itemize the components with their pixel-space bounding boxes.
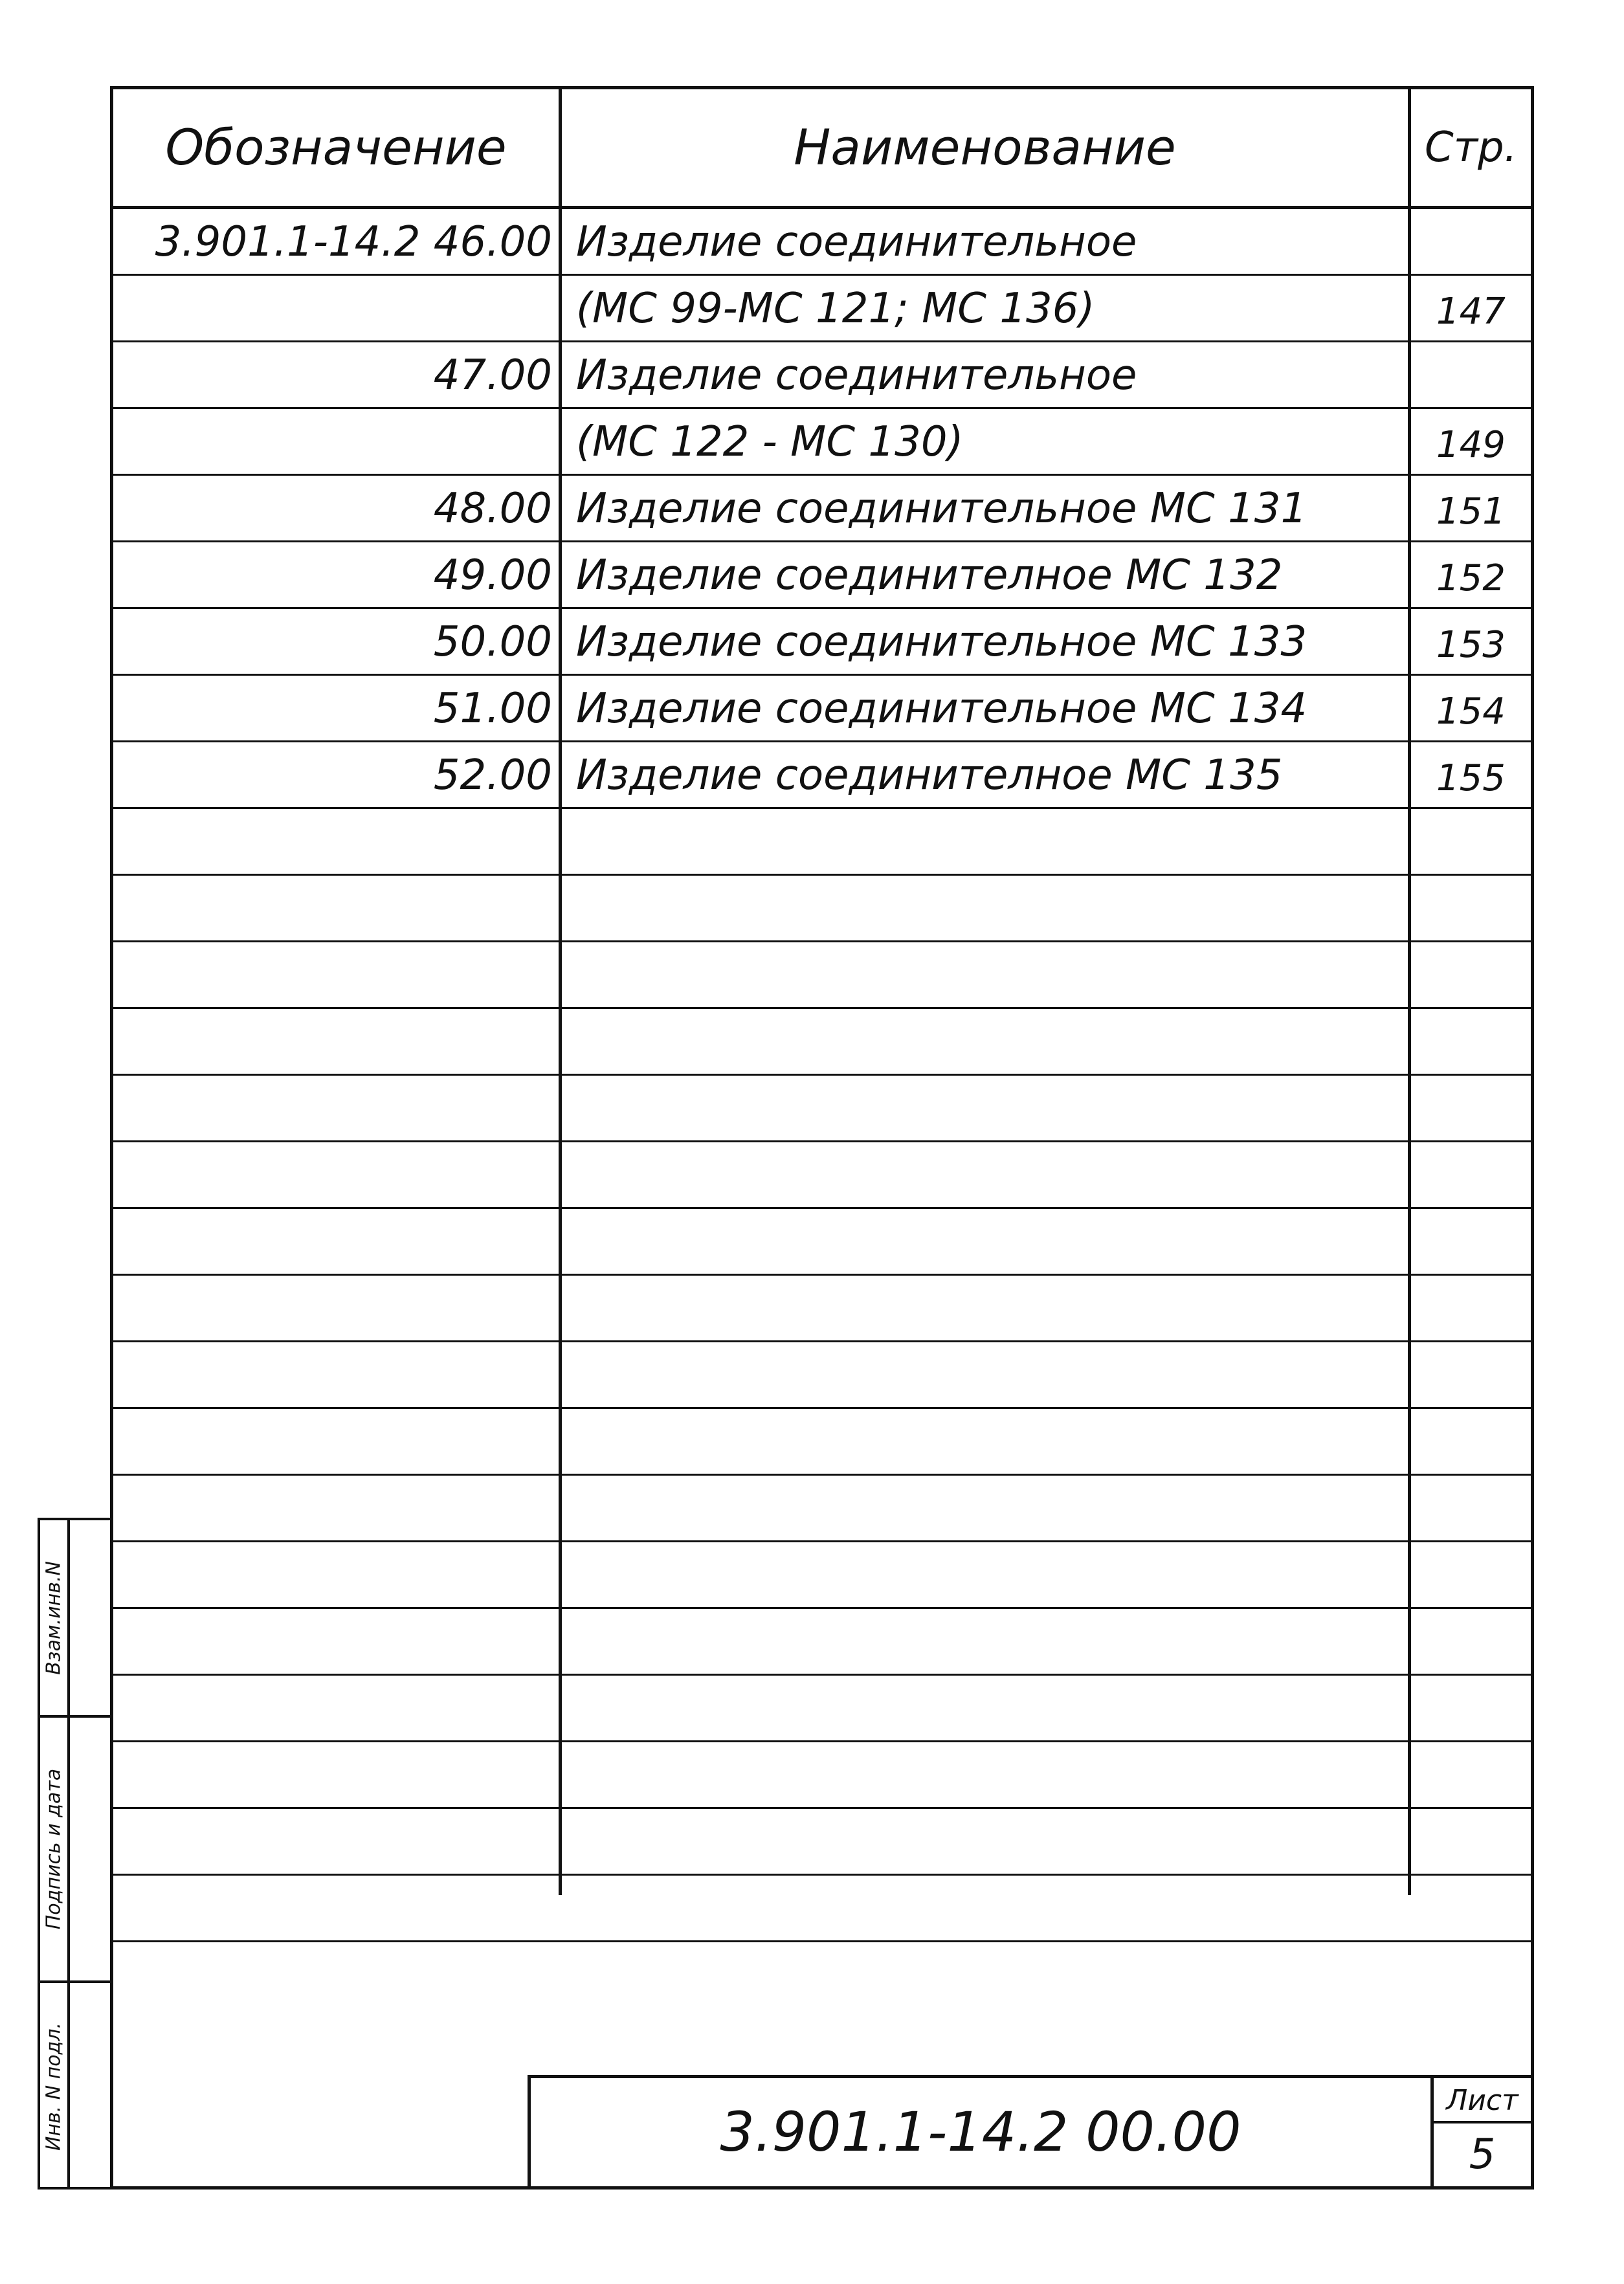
sheet-box — [1430, 2078, 1531, 2186]
row-name: Изделие соединителное МС 132 — [576, 551, 1283, 599]
table-row — [113, 1542, 1531, 1609]
title-block — [528, 2075, 1531, 2186]
table-row — [113, 1209, 1531, 1276]
row-page: 147 — [1436, 291, 1506, 333]
table-row — [113, 209, 1531, 276]
table-row — [113, 342, 1531, 409]
document-number: 3.901.1-14.2 00.00 — [720, 2100, 1241, 2164]
table-row — [113, 1009, 1531, 1076]
row-name: Изделие соединителное МС 135 — [576, 751, 1283, 799]
row-name: Изделие соединительное МС 133 — [576, 618, 1307, 666]
row-page: 153 — [1436, 624, 1506, 666]
table-row — [113, 742, 1531, 809]
table-row — [113, 542, 1531, 609]
row-code: 51.00 — [433, 685, 552, 733]
row-name: (МС 99-МС 121; МС 136) — [576, 285, 1095, 333]
table-row — [113, 1742, 1531, 1809]
row-code: 50.00 — [433, 618, 552, 666]
table-row — [113, 1676, 1531, 1742]
row-page: 149 — [1436, 424, 1506, 466]
row-code: 48.00 — [433, 485, 552, 533]
header-designation: Обозначение — [165, 118, 507, 176]
side-label-signature: Подпись и дата — [42, 1768, 65, 1930]
row-code: 52.00 — [433, 751, 552, 799]
row-page: 155 — [1436, 757, 1506, 799]
header-page: Стр. — [1425, 124, 1517, 172]
table-row — [113, 809, 1531, 876]
table-row — [113, 1409, 1531, 1476]
table-row — [113, 1342, 1531, 1409]
table-header — [113, 89, 1531, 209]
row-code: 3.901.1-14.2 46.00 — [155, 218, 552, 266]
row-page: 152 — [1436, 557, 1506, 599]
side-cell-inventory — [40, 1983, 110, 2190]
table-row — [113, 942, 1531, 1009]
sheet-label: Лист — [1434, 2078, 1531, 2123]
table-row — [113, 876, 1531, 942]
row-page: 154 — [1436, 691, 1506, 733]
table-row — [113, 1876, 1531, 1942]
sheet-number: 5 — [1469, 2131, 1496, 2179]
row-code: 47.00 — [433, 351, 552, 399]
table-body — [113, 209, 1531, 1942]
drawing-sheet — [110, 86, 1534, 2190]
table-row — [113, 1809, 1531, 1876]
table-row — [113, 609, 1531, 676]
row-name: Изделие соединительное — [576, 351, 1137, 399]
side-margin-block — [38, 1518, 110, 2190]
side-cell-replace — [40, 1520, 110, 1718]
row-name: Изделие соединительное МС 134 — [576, 685, 1307, 733]
table-row — [113, 276, 1531, 342]
row-name: Изделие соединительное МС 131 — [576, 485, 1307, 533]
row-name: (МС 122 - МС 130) — [576, 418, 964, 466]
header-name: Наименование — [794, 118, 1176, 176]
table-row — [113, 1476, 1531, 1542]
side-label-inventory: Инв. N подл. — [42, 2022, 65, 2151]
side-cell-signature — [40, 1718, 110, 1983]
row-page: 151 — [1436, 491, 1506, 533]
row-code: 49.00 — [433, 551, 552, 599]
table-row — [113, 1276, 1531, 1342]
table-row — [113, 1142, 1531, 1209]
table-row — [113, 1609, 1531, 1676]
table-row — [113, 476, 1531, 542]
row-name: Изделие соединительное — [576, 218, 1137, 266]
table-row — [113, 409, 1531, 476]
table-row — [113, 1076, 1531, 1142]
table-row — [113, 676, 1531, 742]
side-label-replace: Взам.инв.N — [42, 1560, 65, 1675]
